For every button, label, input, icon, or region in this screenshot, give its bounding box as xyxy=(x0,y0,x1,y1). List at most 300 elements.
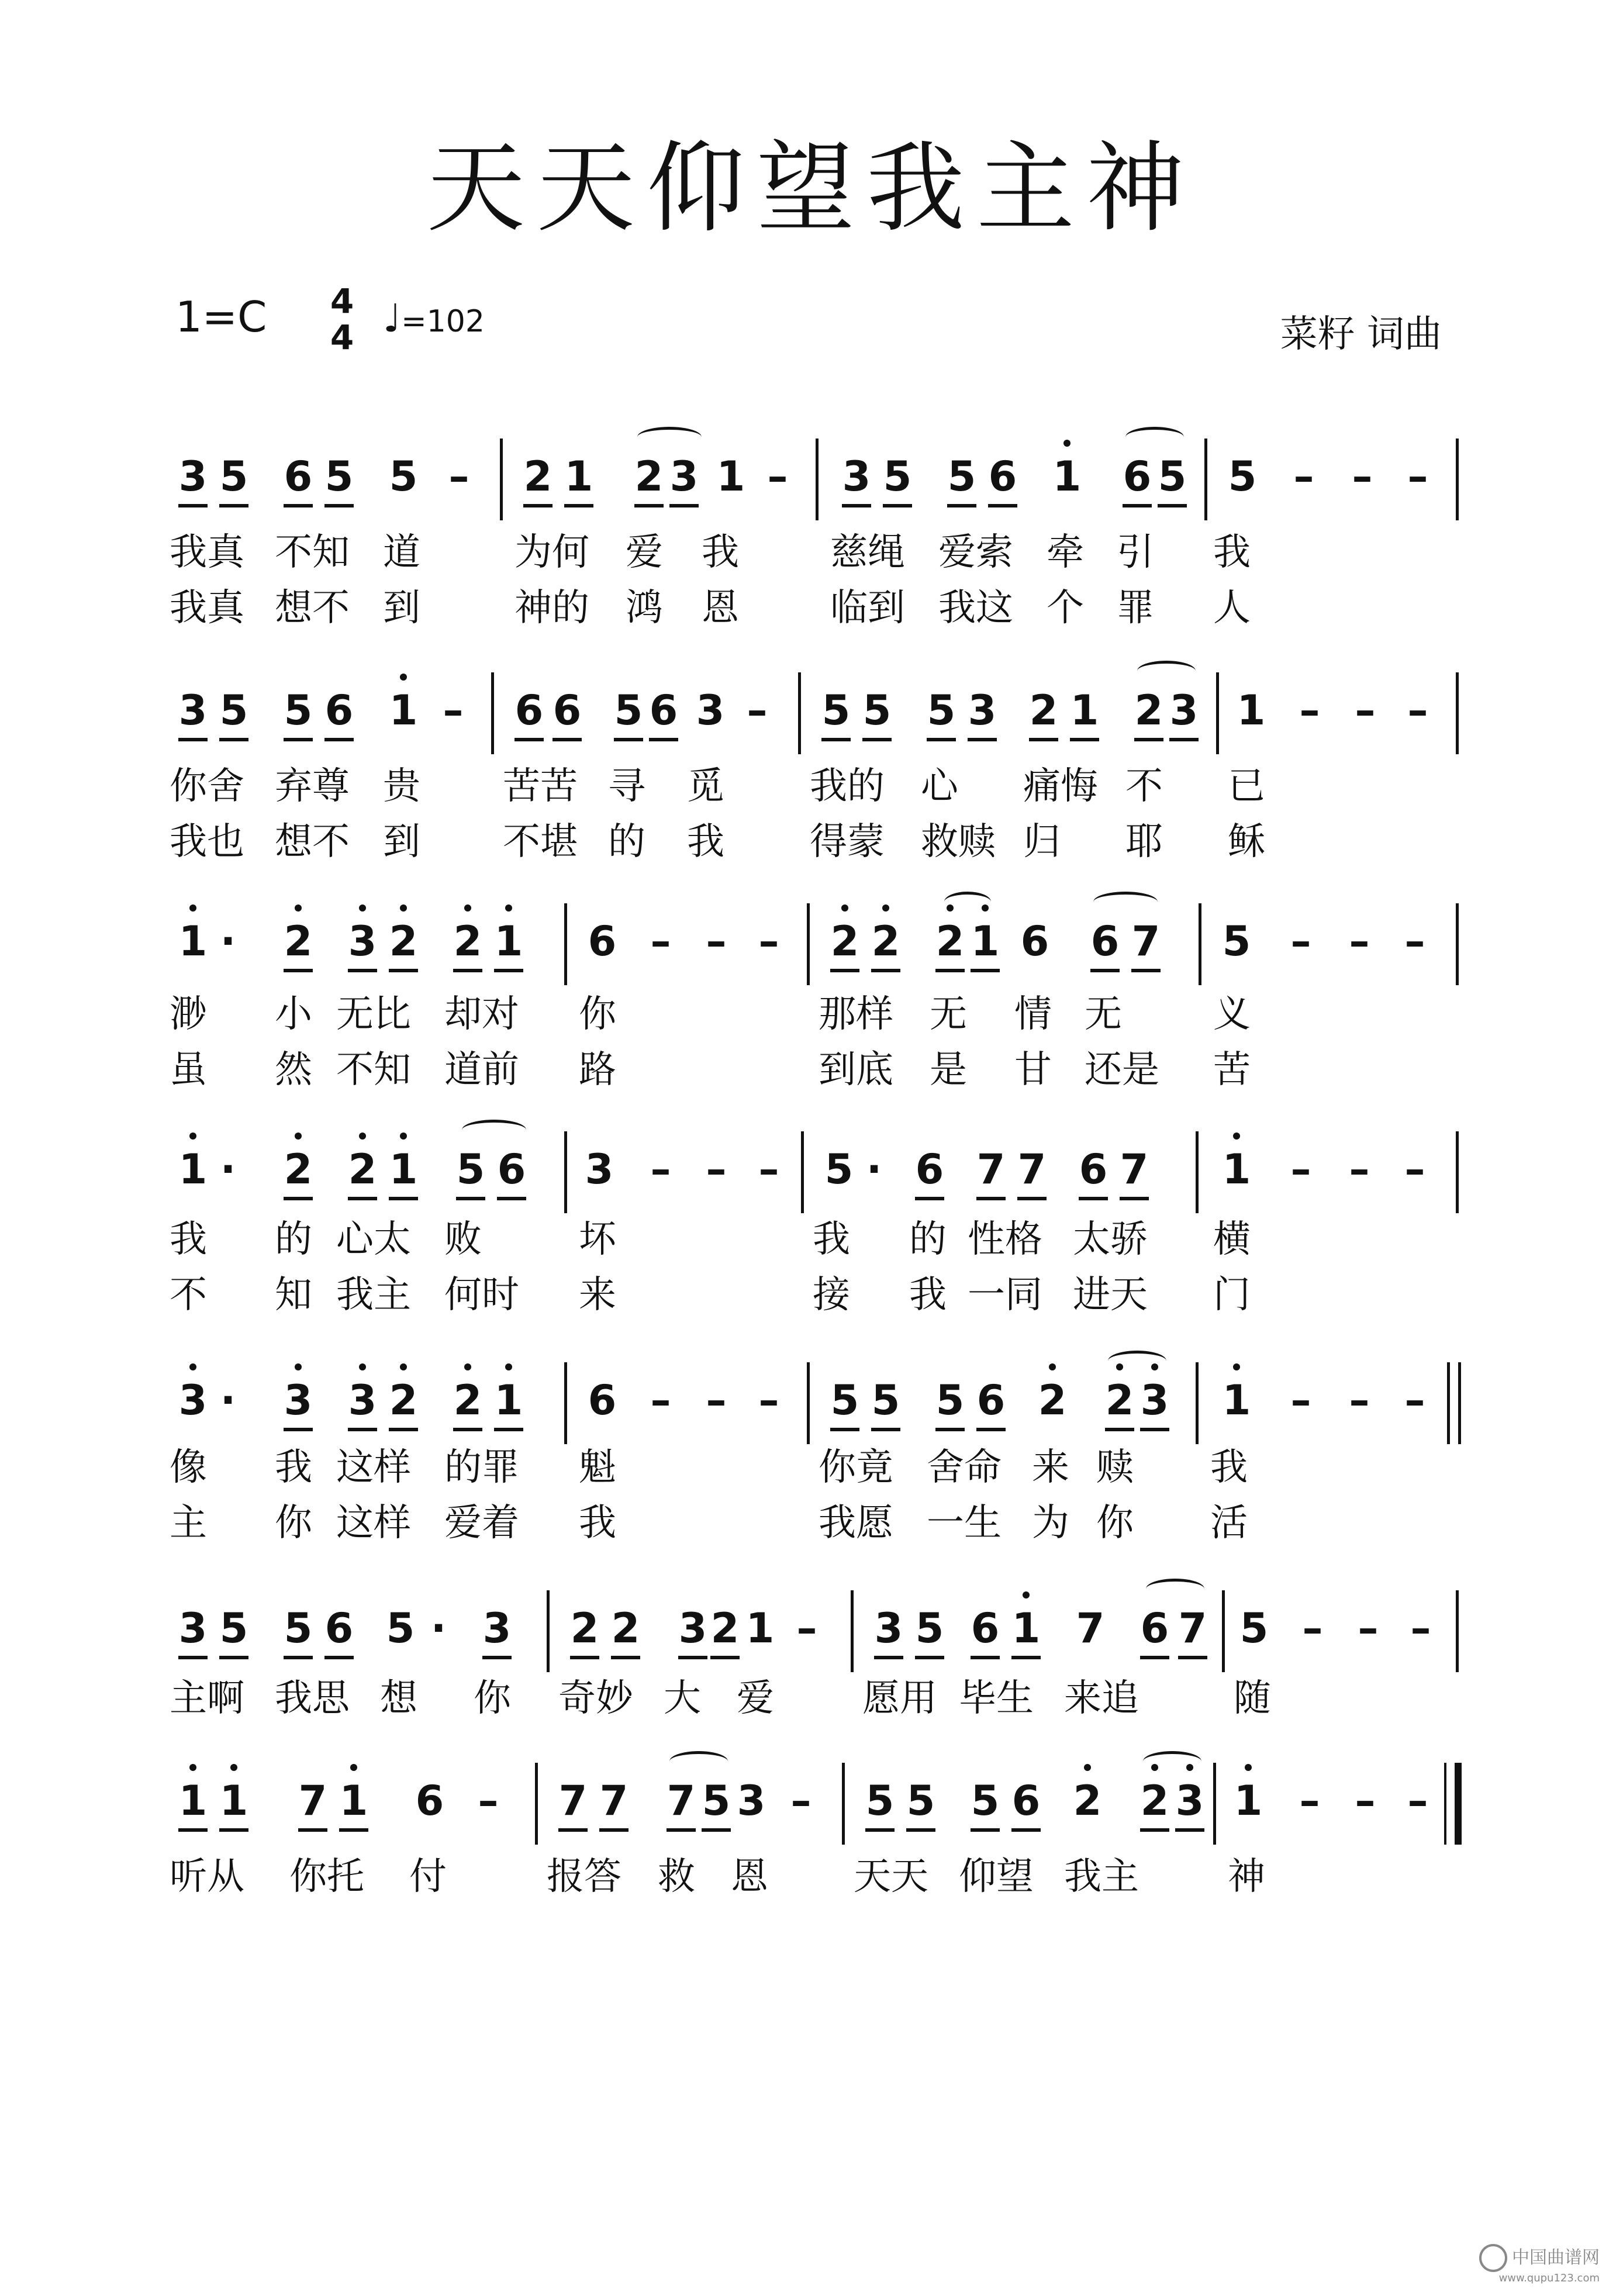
high-octave-dot xyxy=(230,1764,237,1771)
high-octave-dot xyxy=(1049,1363,1056,1370)
note: 6 xyxy=(1117,444,1158,509)
note: 3 xyxy=(664,444,705,509)
key-signature: 1=C xyxy=(175,292,267,341)
lyric-syllable: 来 xyxy=(579,1273,616,1317)
note: 6 xyxy=(547,678,588,743)
note: 5 xyxy=(213,444,254,509)
lyric-syllable: 的 xyxy=(909,1218,947,1261)
note: 1 xyxy=(558,444,599,509)
lyric-syllable: 觅 xyxy=(687,765,724,808)
lyric-syllable: 不 xyxy=(170,1273,207,1317)
lyric-syllable: 一生 xyxy=(927,1501,1002,1545)
lyric-line-2 xyxy=(0,816,1623,868)
lyric-syllable: 像 xyxy=(170,1446,207,1489)
lyric-syllable: 还是 xyxy=(1085,1048,1159,1092)
note: 6 xyxy=(909,1137,950,1201)
high-octave-dot xyxy=(350,1764,357,1771)
lyric-syllable: 道前 xyxy=(444,1048,519,1092)
sustain-dash: – xyxy=(1302,1604,1323,1652)
lyric-line-2 xyxy=(0,1269,1623,1321)
tempo-value: =102 xyxy=(401,304,485,339)
lyric-syllable: 慈绳 xyxy=(830,531,905,574)
notation-row xyxy=(0,1596,1623,1666)
note: 3 xyxy=(172,1368,213,1432)
lyric-syllable: 到 xyxy=(383,586,420,630)
lyric-syllable: 已 xyxy=(1228,765,1265,808)
barline xyxy=(801,1131,804,1213)
note: 1 xyxy=(1064,678,1105,743)
lyric-syllable: 神的 xyxy=(514,586,589,630)
high-octave-dot xyxy=(1023,1591,1030,1598)
lyric-syllable: 人 xyxy=(1213,586,1251,630)
note: 7 xyxy=(1114,1137,1155,1201)
note: 2 xyxy=(342,1137,383,1201)
barline xyxy=(1456,1131,1459,1213)
note: 3 xyxy=(342,1368,383,1432)
note: 5 xyxy=(1228,453,1257,500)
high-octave-dot xyxy=(464,1363,471,1370)
lyric-syllable: 性格 xyxy=(968,1218,1042,1261)
lyric-syllable: 听从 xyxy=(170,1855,244,1898)
lyric-syllable: 太骄 xyxy=(1073,1218,1148,1261)
note: 3 xyxy=(1163,678,1204,743)
lyric-syllable: 横 xyxy=(1213,1218,1251,1261)
lyric-line-2 xyxy=(0,1044,1623,1096)
note: 6 xyxy=(1073,1137,1114,1201)
note: 5 xyxy=(386,1604,415,1652)
lyric-syllable: 奇妙 xyxy=(558,1677,633,1720)
high-octave-dot xyxy=(841,904,848,912)
sustain-dash: – xyxy=(758,1376,779,1424)
augmentation-dot: · xyxy=(220,1376,236,1424)
augmentation-dot: · xyxy=(220,1145,236,1193)
note: 3 xyxy=(585,1145,614,1193)
note: 7 xyxy=(1076,1604,1105,1652)
sustain-dash: – xyxy=(1349,1376,1370,1424)
lyric-syllable: 门 xyxy=(1213,1273,1251,1317)
lyric-syllable: 爱着 xyxy=(444,1501,519,1545)
lyric-syllable: 你托 xyxy=(289,1855,364,1898)
note: 7 xyxy=(593,1769,634,1833)
sustain-dash: – xyxy=(796,1604,817,1652)
lyric-syllable: 我主 xyxy=(336,1273,411,1317)
note: 5 xyxy=(1222,917,1251,965)
note: 2 xyxy=(865,909,906,973)
note: 1 xyxy=(383,1137,424,1201)
lyric-syllable: 付 xyxy=(409,1855,447,1898)
lyric-syllable: 然 xyxy=(275,1048,312,1092)
note: 5 xyxy=(278,1596,319,1660)
notation-row xyxy=(0,678,1623,748)
sustain-dash: – xyxy=(706,1145,727,1193)
note: 3 xyxy=(172,1596,213,1660)
lyric-line-1 xyxy=(0,526,1623,579)
barline xyxy=(564,903,567,985)
lyric-syllable: 我这 xyxy=(938,586,1013,630)
high-octave-dot xyxy=(400,904,407,912)
note: 3 xyxy=(868,1596,909,1660)
note: 3 xyxy=(836,444,877,509)
site-watermark xyxy=(1479,2243,1600,2285)
lyric-syllable: 牵 xyxy=(1047,531,1084,574)
high-octave-dot xyxy=(1151,1363,1158,1370)
lyric-syllable: 大 xyxy=(664,1677,701,1720)
barline xyxy=(1199,903,1201,985)
barline xyxy=(1204,439,1207,520)
lyric-syllable: 的 xyxy=(275,1218,312,1261)
sustain-dash: – xyxy=(1349,1145,1370,1193)
note: 5 xyxy=(900,1769,941,1833)
high-octave-dot xyxy=(400,674,407,681)
note: 3 xyxy=(476,1596,517,1660)
lyric-syllable: 到 xyxy=(383,820,420,864)
note: 5 xyxy=(608,678,649,743)
note: 1 xyxy=(333,1769,374,1833)
sustain-dash: – xyxy=(1290,1376,1311,1424)
sustain-dash: – xyxy=(1290,1145,1311,1193)
barline xyxy=(1196,1131,1199,1213)
high-octave-dot xyxy=(189,1764,196,1771)
note: 1 xyxy=(172,1137,213,1201)
lyric-syllable: 想 xyxy=(380,1677,417,1720)
lyric-syllable: 我 xyxy=(702,531,739,574)
lyric-syllable: 无 xyxy=(1085,993,1122,1036)
high-octave-dot xyxy=(400,1363,407,1370)
sustain-dash: – xyxy=(478,1777,499,1825)
lyric-syllable: 仰望 xyxy=(959,1855,1034,1898)
note: 7 xyxy=(971,1137,1011,1201)
note: 3 xyxy=(172,678,213,743)
lyric-syllable: 心 xyxy=(921,765,958,808)
lyric-syllable: 进天 xyxy=(1073,1273,1148,1317)
high-octave-dot xyxy=(359,1133,366,1140)
note: 6 xyxy=(1020,917,1049,965)
lyric-syllable: 是 xyxy=(930,1048,967,1092)
time-signature-top: 4 xyxy=(330,281,354,321)
note: 2 xyxy=(447,909,488,973)
note: 6 xyxy=(319,1596,360,1660)
lyric-line-1 xyxy=(0,1850,1623,1903)
note: 3 xyxy=(672,1596,713,1660)
note: 7 xyxy=(1125,909,1166,973)
note: 1 xyxy=(172,1769,213,1833)
note: 2 xyxy=(1134,1769,1175,1833)
lyric-syllable: 我 xyxy=(170,1218,207,1261)
note: 6 xyxy=(982,444,1023,509)
note: 5 xyxy=(965,1769,1006,1833)
barline xyxy=(1222,1590,1225,1672)
sustain-dash: – xyxy=(747,686,768,734)
note: 3 xyxy=(737,1777,766,1825)
lyric-syllable: 随 xyxy=(1234,1677,1271,1720)
note: 1 xyxy=(745,1604,775,1652)
sustain-dash: – xyxy=(1407,453,1428,500)
sustain-dash: – xyxy=(767,453,788,500)
double-barline xyxy=(1447,1362,1450,1444)
note: 5 xyxy=(389,453,418,500)
lyric-syllable: 无比 xyxy=(336,993,411,1036)
note: 1 xyxy=(383,678,424,743)
notation-row xyxy=(0,1137,1623,1207)
note: 2 xyxy=(1067,1769,1108,1833)
sustain-dash: – xyxy=(706,1376,727,1424)
barline xyxy=(1196,1362,1199,1444)
lyric-syllable: 你 xyxy=(1096,1501,1134,1545)
lyric-syllable: 来追 xyxy=(1064,1677,1139,1720)
lyric-syllable: 这样 xyxy=(336,1501,411,1545)
lyric-syllable: 败 xyxy=(444,1218,482,1261)
notation-row xyxy=(0,1368,1623,1438)
note: 2 xyxy=(629,444,669,509)
lyric-syllable: 你 xyxy=(275,1501,312,1545)
sustain-dash: – xyxy=(1407,1777,1428,1825)
sustain-dash: – xyxy=(1355,686,1376,734)
lyric-syllable: 的 xyxy=(608,820,645,864)
note: 5 xyxy=(450,1137,491,1201)
sustain-dash: – xyxy=(1407,686,1428,734)
lyric-syllable: 你 xyxy=(474,1677,511,1720)
high-octave-dot xyxy=(359,1363,366,1370)
note: 1 xyxy=(1047,444,1087,509)
lyric-line-1 xyxy=(0,1441,1623,1494)
lyric-syllable: 想不 xyxy=(275,586,350,630)
note: 1 xyxy=(1228,1769,1269,1833)
barline xyxy=(816,439,819,520)
high-octave-dot xyxy=(1186,1764,1193,1771)
note: 2 xyxy=(447,1368,488,1432)
note: 6 xyxy=(588,917,617,965)
lyric-syllable: 爱 xyxy=(626,531,663,574)
lyric-syllable: 接 xyxy=(813,1273,850,1317)
note: 6 xyxy=(319,678,360,743)
lyric-line-1 xyxy=(0,760,1623,813)
note: 5 xyxy=(696,1769,737,1833)
barline xyxy=(564,1362,567,1444)
sustain-dash: – xyxy=(650,1376,671,1424)
high-octave-dot xyxy=(189,1363,196,1370)
barline xyxy=(1456,1590,1459,1672)
lyric-syllable: 恩 xyxy=(731,1855,768,1898)
note: 5 xyxy=(278,678,319,743)
augmentation-dot: · xyxy=(866,1145,882,1193)
lyric-syllable: 你舍 xyxy=(170,765,244,808)
note: 6 xyxy=(1085,909,1125,973)
note: 5 xyxy=(857,678,897,743)
note: 2 xyxy=(1023,678,1064,743)
high-octave-dot xyxy=(295,904,302,912)
note: 1 xyxy=(1237,686,1266,734)
lyric-syllable: 我主 xyxy=(1064,1855,1139,1898)
note: 1 xyxy=(172,909,213,973)
lyric-syllable: 我 xyxy=(579,1501,616,1545)
lyric-syllable: 贵 xyxy=(383,765,420,808)
note: 5 xyxy=(824,1145,854,1193)
sustain-dash: – xyxy=(1404,1376,1425,1424)
high-octave-dot xyxy=(1233,1363,1240,1370)
note: 3 xyxy=(1169,1769,1210,1833)
note: 5 xyxy=(213,678,254,743)
high-octave-dot xyxy=(1233,1133,1240,1140)
note: 1 xyxy=(488,1368,529,1432)
lyric-syllable: 的罪 xyxy=(444,1446,519,1489)
note: 6 xyxy=(971,1368,1011,1432)
barline xyxy=(1213,1763,1216,1845)
lyric-syllable: 来 xyxy=(1032,1446,1069,1489)
lyric-syllable: 我 xyxy=(275,1446,312,1489)
sustain-dash: – xyxy=(1404,1145,1425,1193)
lyric-syllable: 却对 xyxy=(444,993,519,1036)
sustain-dash: – xyxy=(758,1145,779,1193)
lyric-syllable: 爱索 xyxy=(938,531,1013,574)
lyric-syllable: 这样 xyxy=(336,1446,411,1489)
note: 7 xyxy=(1011,1137,1052,1201)
quarter-note-icon: ♩ xyxy=(383,296,402,341)
lyric-syllable: 主 xyxy=(170,1501,207,1545)
barline xyxy=(1456,672,1459,754)
barline xyxy=(1456,903,1459,985)
high-octave-dot xyxy=(982,904,989,912)
lyric-syllable: 苦苦 xyxy=(503,765,578,808)
note: 6 xyxy=(509,678,550,743)
barline xyxy=(1216,672,1219,754)
lyric-syllable: 神 xyxy=(1228,1855,1265,1898)
lyric-syllable: 毕生 xyxy=(959,1677,1034,1720)
barline xyxy=(807,903,810,985)
note: 2 xyxy=(824,909,865,973)
barline xyxy=(564,1131,567,1213)
lyric-syllable: 临到 xyxy=(830,586,905,630)
sustain-dash: – xyxy=(790,1777,811,1825)
lyric-syllable: 得蒙 xyxy=(810,820,885,864)
sustain-dash: – xyxy=(1299,686,1320,734)
lyric-syllable: 稣 xyxy=(1228,820,1265,864)
lyric-syllable: 你竟 xyxy=(819,1446,893,1489)
high-octave-dot xyxy=(882,904,889,912)
note: 7 xyxy=(661,1769,702,1833)
note: 5 xyxy=(816,678,857,743)
lyric-syllable: 路 xyxy=(579,1048,616,1092)
site-logo-icon xyxy=(1479,2244,1507,2272)
high-octave-dot xyxy=(1084,1764,1091,1771)
high-octave-dot xyxy=(947,904,954,912)
note: 2 xyxy=(517,444,558,509)
sustain-dash: – xyxy=(1299,1777,1320,1825)
barline xyxy=(500,439,503,520)
lyric-syllable: 归 xyxy=(1023,820,1061,864)
note: 5 xyxy=(213,1596,254,1660)
note: 2 xyxy=(1099,1368,1140,1432)
augmentation-dot: · xyxy=(220,917,236,965)
high-octave-dot xyxy=(1245,1764,1252,1771)
lyric-syllable: 我 xyxy=(909,1273,947,1317)
watermark-url: www.qupu123.com xyxy=(1498,2272,1600,2284)
lyric-syllable: 爱 xyxy=(737,1677,774,1720)
lyric-syllable: 活 xyxy=(1210,1501,1248,1545)
lyric-syllable: 寻 xyxy=(608,765,645,808)
note: 3 xyxy=(172,444,213,509)
notation-row xyxy=(0,909,1623,979)
note: 5 xyxy=(824,1368,865,1432)
note: 3 xyxy=(962,678,1003,743)
note: 6 xyxy=(588,1376,617,1424)
sustain-dash: – xyxy=(706,917,727,965)
note: 7 xyxy=(552,1769,593,1833)
note: 6 xyxy=(965,1596,1006,1660)
note: 6 xyxy=(415,1777,444,1825)
sustain-dash: – xyxy=(1352,453,1373,500)
final-barline xyxy=(1444,1763,1446,1845)
note: 2 xyxy=(383,1368,424,1432)
note: 7 xyxy=(1172,1596,1213,1660)
note: 2 xyxy=(705,1596,745,1660)
sustain-dash: – xyxy=(1358,1604,1379,1652)
lyric-syllable: 报答 xyxy=(547,1855,621,1898)
lyric-syllable: 渺 xyxy=(170,993,207,1036)
lyric-syllable: 到底 xyxy=(819,1048,893,1092)
note: 3 xyxy=(696,686,725,734)
lyric-syllable: 愿用 xyxy=(862,1677,937,1720)
high-octave-dot xyxy=(1116,1363,1123,1370)
note: 1 xyxy=(965,909,1006,973)
time-signature-bottom: 4 xyxy=(330,317,354,357)
note: 2 xyxy=(564,1596,605,1660)
barline xyxy=(807,1362,810,1444)
sustain-dash: – xyxy=(650,1145,671,1193)
time-signature xyxy=(324,283,360,355)
note: 1 xyxy=(488,909,529,973)
note: 6 xyxy=(1134,1596,1175,1660)
lyric-syllable: 苦 xyxy=(1213,1048,1251,1092)
sustain-dash: – xyxy=(650,917,671,965)
notation-row xyxy=(0,444,1623,515)
lyric-syllable: 无 xyxy=(930,993,967,1036)
lyric-syllable: 我真 xyxy=(170,586,244,630)
note: 3 xyxy=(342,909,383,973)
lyric-syllable: 天天 xyxy=(854,1855,928,1898)
lyric-syllable: 一同 xyxy=(968,1273,1042,1317)
lyric-syllable: 我 xyxy=(687,820,724,864)
lyric-syllable: 想不 xyxy=(275,820,350,864)
lyric-line-1 xyxy=(0,1672,1623,1725)
sustain-dash: – xyxy=(1290,917,1311,965)
barline xyxy=(535,1763,538,1845)
high-octave-dot xyxy=(505,904,512,912)
note: 1 xyxy=(213,1769,254,1833)
high-octave-dot xyxy=(1063,440,1071,447)
note: 5 xyxy=(930,1368,971,1432)
lyric-syllable: 我的 xyxy=(810,765,885,808)
watermark-brand: 中国曲谱网 xyxy=(1512,2247,1600,2268)
sustain-dash: – xyxy=(443,686,464,734)
song-title: 天天仰望我主神 xyxy=(427,131,1196,246)
barline xyxy=(842,1763,845,1845)
note: 6 xyxy=(1006,1769,1047,1833)
lyric-syllable: 引 xyxy=(1117,531,1154,574)
barline xyxy=(491,672,494,754)
note: 2 xyxy=(1128,678,1169,743)
note: 2 xyxy=(383,909,424,973)
lyric-syllable: 我 xyxy=(813,1218,850,1261)
lyric-syllable: 耶 xyxy=(1125,820,1163,864)
tempo-marking xyxy=(383,296,485,341)
high-octave-dot xyxy=(189,1133,196,1140)
lyric-syllable: 虽 xyxy=(170,1048,207,1092)
lyric-syllable: 道 xyxy=(383,531,420,574)
sustain-dash: – xyxy=(758,917,779,965)
lyric-line-1 xyxy=(0,988,1623,1041)
high-octave-dot xyxy=(295,1133,302,1140)
note: 1 xyxy=(1006,1596,1047,1660)
